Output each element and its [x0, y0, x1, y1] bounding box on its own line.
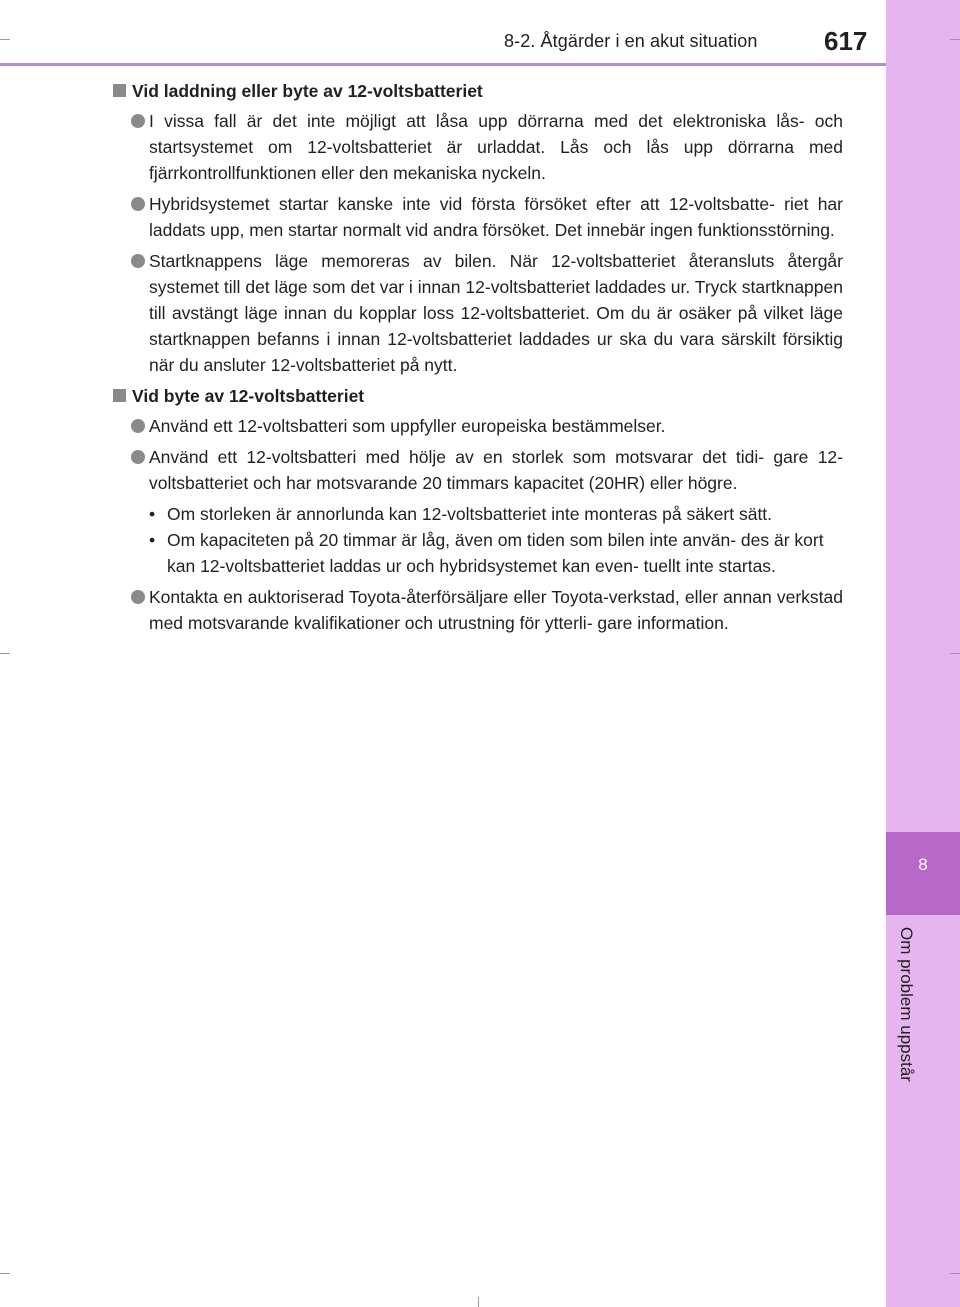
section-heading-text: Vid byte av 12-voltsbatteriet	[132, 386, 365, 406]
crop-mark	[0, 653, 10, 654]
crop-mark	[478, 1297, 479, 1307]
side-tab-upper	[886, 0, 960, 832]
circle-bullet-icon	[131, 590, 145, 604]
list-item	[113, 413, 843, 439]
list-item-text: Använd ett 12-voltsbatteri med hölje av en storlek som motsvarar det tidi- gare 12-voltsbatteriet och har motsvarande 20 timmars kapacitet (20HR) eller högre.	[149, 447, 843, 493]
dot-bullet-icon: •	[149, 530, 156, 550]
section-heading	[113, 383, 843, 409]
sub-list-item-text: Om storleken är annorlunda kan 12-voltsbatteriet inte monteras på säkert sätt.	[167, 504, 773, 524]
crop-mark	[950, 653, 960, 654]
list-item-text: Hybridsystemet startar kanske inte vid första försöket efter att 12-voltsbatte- riet har laddats upp, men startar normalt vid andra försöket. Det innebär ingen funktionsstörning.	[149, 194, 843, 240]
list-item	[113, 444, 843, 496]
section-heading	[113, 78, 843, 104]
sub-list-item	[113, 527, 853, 579]
crop-mark	[0, 1273, 10, 1274]
circle-bullet-icon	[131, 450, 145, 464]
list-item	[113, 191, 843, 243]
crop-mark	[0, 39, 10, 40]
list-item	[113, 584, 843, 636]
list-item	[113, 108, 843, 186]
chapter-title: Om problem uppstår	[897, 927, 916, 1082]
crop-mark	[950, 39, 960, 40]
list-item-text: I vissa fall är det inte möjligt att låsa upp dörrarna med det elektroniska lås- och startsystemet om 12-voltsbatteriet är urladdat. Lås och lås upp dörrarna med fjärrkontrollfunktionen eller den mekaniska nyckeln.	[149, 111, 843, 183]
dot-bullet-icon: •	[149, 504, 156, 524]
square-bullet-icon	[113, 84, 126, 97]
list-item-text: Startknappens läge memoreras av bilen. När 12-voltsbatteriet återansluts återgår systemet till det läge som det var i innan 12-voltsbatteriet laddades ur. Tryck startknappen till avstängt läge innan du kopplar loss 12-voltsbatteriet. Om du är osäker på vilket läge startknappen befanns i innan 12-voltsbatteriet laddades ur ska du vara särskilt försiktig när du ansluter 12-voltsbatteriet på nytt.	[149, 251, 843, 375]
list-item-text: Använd ett 12-voltsbatteri som uppfyller europeiska bestämmelser.	[149, 416, 666, 436]
circle-bullet-icon	[131, 197, 145, 211]
crop-mark	[950, 1273, 960, 1274]
sub-list-item-text: Om kapaciteten på 20 timmar är låg, även om tiden som bilen inte använ- des är kort kan 12-voltsbatteriet laddas ur och hybridsystemet kan even- tuellt inte startas.	[167, 530, 824, 576]
sub-list-item	[113, 501, 853, 527]
page-number: 617	[824, 26, 868, 56]
list-item	[113, 248, 843, 378]
list-item-text: Kontakta en auktoriserad Toyota-återförsäljare eller Toyota-verkstad, eller annan verkstad med motsvarande kvalifikationer och utrustning för ytterli- gare information.	[149, 587, 843, 633]
circle-bullet-icon	[131, 114, 145, 128]
chapter-number: 8	[918, 855, 928, 874]
header-rule	[0, 63, 886, 66]
section-heading-text: Vid laddning eller byte av 12-voltsbatteriet	[132, 81, 483, 101]
circle-bullet-icon	[131, 419, 145, 433]
square-bullet-icon	[113, 389, 126, 402]
page-content	[113, 78, 843, 641]
circle-bullet-icon	[131, 254, 145, 268]
section-reference: 8-2. Åtgärder i en akut situation	[504, 31, 758, 51]
